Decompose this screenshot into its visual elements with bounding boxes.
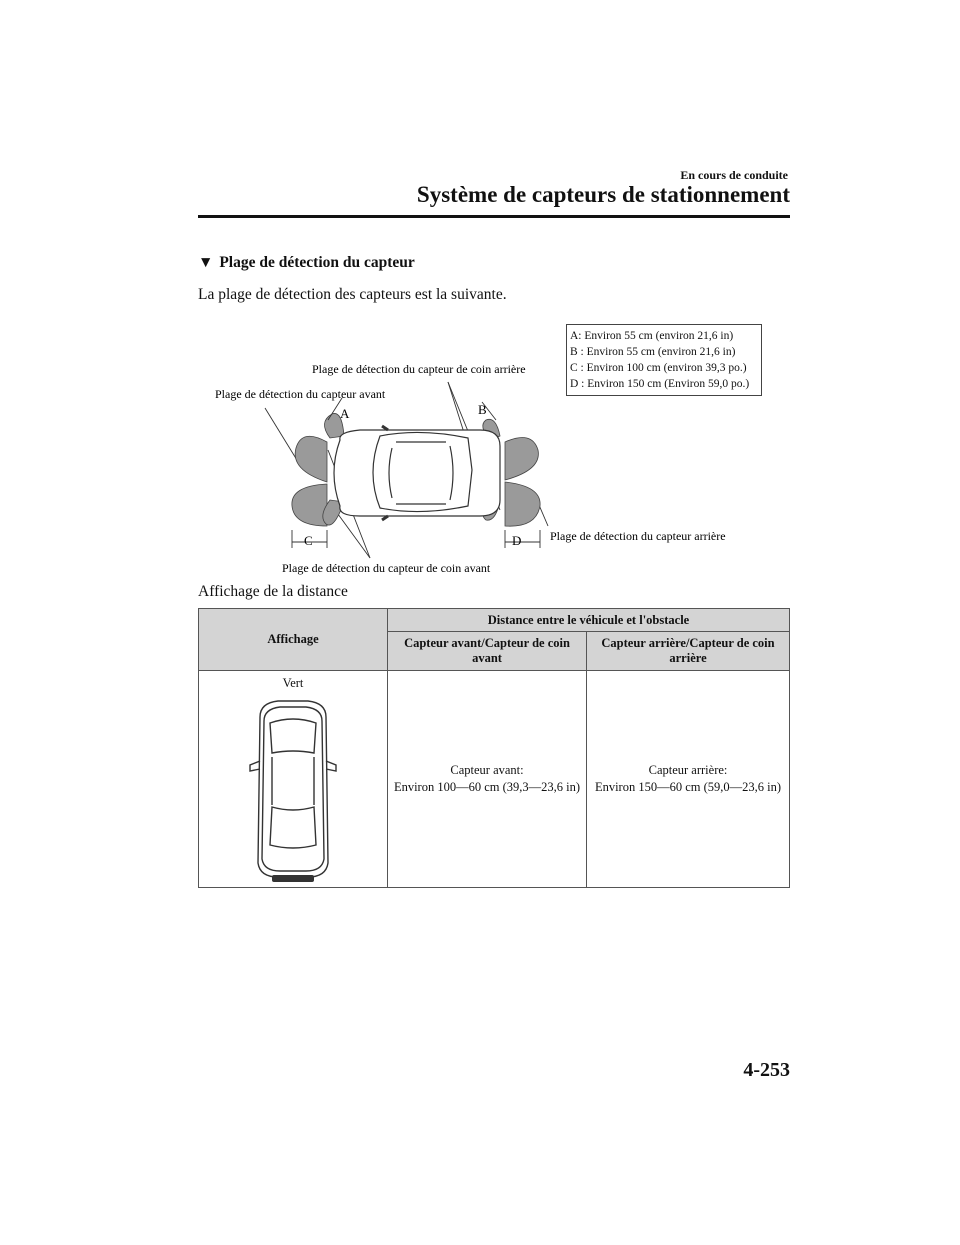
label-rear-range: Plage de détection du capteur arrière bbox=[550, 529, 726, 543]
front-range-cell bbox=[388, 671, 587, 888]
triangle-down-icon: ▼ bbox=[198, 254, 214, 271]
intro-text: La plage de détection des capteurs est la suivante. bbox=[198, 286, 507, 303]
section-heading-text: Plage de détection du capteur bbox=[219, 254, 415, 271]
page-title: Système de capteurs de stationnement bbox=[416, 182, 790, 207]
rear-range-cell bbox=[587, 671, 790, 888]
car-top-view bbox=[334, 426, 500, 520]
rear-sensor-indicator bbox=[272, 875, 314, 882]
header-front-sensor: Capteur avant/Capteur de coin avant bbox=[388, 632, 587, 671]
letter-c: C bbox=[304, 533, 313, 548]
label-front-corner-range: Plage de détection du capteur de coin avant bbox=[282, 561, 491, 575]
label-front-range: Plage de détection du capteur avant bbox=[215, 387, 386, 401]
label-rear-corner-range: Plage de détection du capteur de coin arrière bbox=[312, 362, 526, 376]
rear-range-title: Capteur arrière: bbox=[648, 763, 728, 777]
chapter-title: En cours de conduite bbox=[680, 168, 788, 182]
letter-a: A bbox=[340, 406, 350, 421]
rear-sensor-zone-lower bbox=[505, 482, 540, 526]
page-number: 4-253 bbox=[743, 1059, 790, 1081]
rear-sensor-zone-upper bbox=[505, 438, 538, 481]
letter-b: B bbox=[478, 402, 487, 417]
display-cell bbox=[199, 671, 388, 888]
car-display-icon bbox=[238, 695, 348, 885]
front-range-value: Environ 100―60 cm (39,3―23,6 in) bbox=[393, 780, 581, 794]
legend-b: B : Environ 55 cm (environ 21,6 in) bbox=[570, 346, 736, 358]
header-display: Affichage bbox=[199, 609, 388, 671]
header-rule bbox=[198, 215, 790, 218]
front-sensor-zone-lower bbox=[292, 484, 327, 526]
front-sensor-zone-upper bbox=[295, 436, 327, 482]
legend-c: C : Environ 100 cm (environ 39,3 po.) bbox=[570, 362, 747, 374]
header-distance: Distance entre le véhicule et l'obstacle bbox=[388, 609, 790, 632]
distance-table bbox=[198, 608, 790, 888]
leader-front bbox=[265, 408, 300, 465]
header-rear-sensor: Capteur arrière/Capteur de coin arrière bbox=[587, 632, 790, 671]
legend-box bbox=[566, 324, 762, 396]
section-heading bbox=[198, 254, 415, 272]
letter-d: D bbox=[512, 533, 522, 548]
distance-display-heading: Affichage de la distance bbox=[198, 583, 348, 600]
rear-range-value: Environ 150―60 cm (59,0―23,6 in) bbox=[594, 780, 782, 794]
front-range-title: Capteur avant: bbox=[450, 763, 524, 777]
legend-d: D : Environ 150 cm (Environ 59,0 po.) bbox=[570, 378, 750, 390]
row-label-green: Vert bbox=[282, 676, 304, 690]
legend-a: A: Environ 55 cm (environ 21,6 in) bbox=[570, 330, 734, 342]
leader-front-corner-2 bbox=[335, 510, 370, 558]
